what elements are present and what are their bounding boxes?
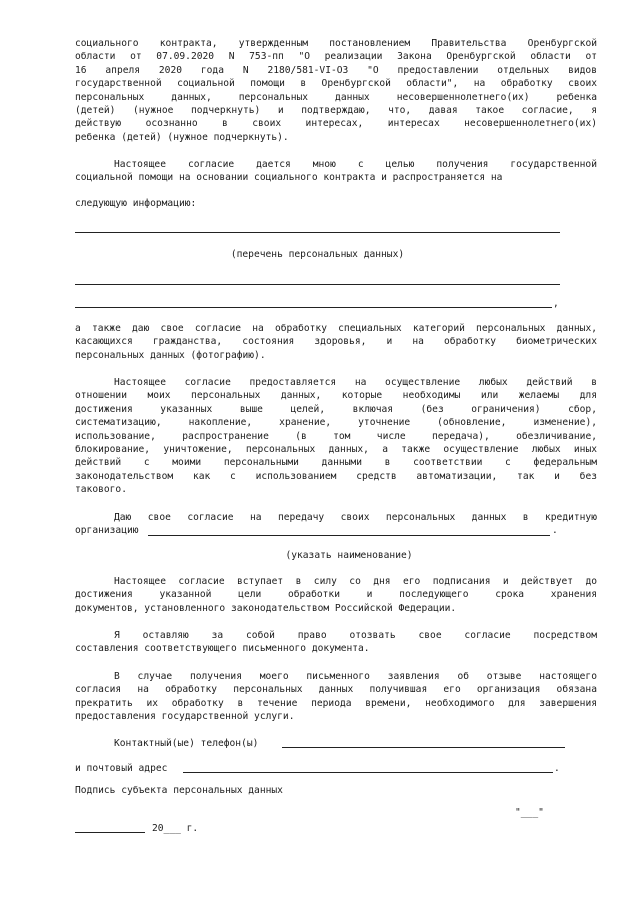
text-line: такового. xyxy=(75,484,127,496)
credit-org-end: . xyxy=(552,525,558,537)
pd-list-blank-line[interactable] xyxy=(75,232,560,233)
postal-address-label: и почтовый адрес xyxy=(75,763,168,774)
text-line: блокирование, уничтожение, персональных данных, а также осуществление любых иных xyxy=(75,444,597,455)
text-line: (детей) (нужное подчеркнуть) и подтверждаю, что, давая такое согласие, я xyxy=(75,105,597,116)
credit-org-label: организацию xyxy=(75,525,139,537)
date-month-field[interactable] xyxy=(75,832,145,833)
text-line: области от 07.09.2020 N 753-пп "О реализации Закона Оренбургской области от xyxy=(75,51,597,63)
text-line: 16 апреля 2020 года N 2180/581-VI-ОЗ "О предоставлении отдельных видов xyxy=(75,64,597,76)
pd-list-blank-line[interactable] xyxy=(75,284,560,285)
pd-list-caption: (перечень персональных данных) xyxy=(230,249,405,260)
text-line: отношении моих персональных данных, которые необходимы или желаемы для xyxy=(75,390,597,402)
pd-list-end-comma: , xyxy=(553,298,559,309)
date-day-field[interactable]: "___" xyxy=(515,807,544,818)
text-line: социальной помощи на основании социального контракта и распространяется на xyxy=(75,172,503,184)
text-line: действую осознанно в своих интересах, интересах несовершеннолетнего(их) xyxy=(75,118,597,130)
credit-org-blank-line[interactable] xyxy=(148,535,550,536)
text-line: Настоящее согласие предоставляется на осуществление любых действий в xyxy=(114,377,597,388)
text-line: использование, распространение (в том числе передача), обезличивание, xyxy=(75,430,597,442)
text-line: прекратить их обработку в течение периода времени, необходимого для завершения xyxy=(75,697,597,709)
text-line: персональных данных (фотографию). xyxy=(75,349,266,361)
contact-phone-field[interactable] xyxy=(282,747,565,748)
text-line: действий с моими персональными данными в соответствии с федеральным xyxy=(75,457,597,469)
text-line: Даю свое согласие на передачу своих персональных данных в кредитную xyxy=(114,512,597,523)
text-line: законодательством как с использованием средств автоматизации, так и без xyxy=(75,470,597,482)
contact-phone-label: Контактный(ые) телефон(ы) xyxy=(114,738,259,749)
credit-org-caption: (указать наименование) xyxy=(285,550,413,561)
postal-address-end: . xyxy=(554,763,560,774)
text-line: согласия на обработку персональных данных получившая его организация обязана xyxy=(75,684,597,696)
text-line: систематизацию, накопление, хранение, уточнение (обновление, изменение), xyxy=(75,417,597,429)
text-line: предоставления государственной услуги. xyxy=(75,711,295,723)
text-line: составления соответствующего письменного документа. xyxy=(75,643,370,655)
text-line: персональных данных, персональных данных несовершеннолетнего(их) ребенка xyxy=(75,91,597,103)
text-line: Настоящее согласие вступает в силу со дня его подписания и действует до xyxy=(114,576,597,587)
text-line: а также даю свое согласие на обработку специальных категорий персональных данных, xyxy=(75,323,597,334)
signature-label: Подпись субъекта персональных данных xyxy=(75,785,283,796)
text-line: государственной социальной помощи в Оренбургской области", на обработку своих xyxy=(75,78,597,90)
text-line: Я оставляю за собой право отозвать свое согласие посредством xyxy=(114,630,597,641)
text-line: документов, установленного законодательством Российской Федерации. xyxy=(75,602,457,614)
text-line: В случае получения моего письменного заявления об отзыве настоящего xyxy=(114,671,597,682)
text-line: ребенка (детей) (нужное подчеркнуть). xyxy=(75,131,289,143)
text-line: достижения указанной цели обработки и последующего срока хранения xyxy=(75,589,597,601)
text-line: касающихся гражданства, состояния здоровья, и на обработку биометрических xyxy=(75,336,597,348)
text-line: достижения указанных выше целей, включая (без ограничения) сбор, xyxy=(75,403,597,415)
text-line: Настоящее согласие дается мною с целью получения государственной xyxy=(114,159,597,170)
postal-address-field[interactable] xyxy=(183,772,553,773)
pd-list-blank-line[interactable] xyxy=(75,307,552,308)
following-info-label: следующую информацию: xyxy=(75,198,197,209)
text-line: социального контракта, утвержденным постановлением Правительства Оренбургской xyxy=(75,38,597,49)
date-year[interactable]: 20___ г. xyxy=(152,823,199,834)
